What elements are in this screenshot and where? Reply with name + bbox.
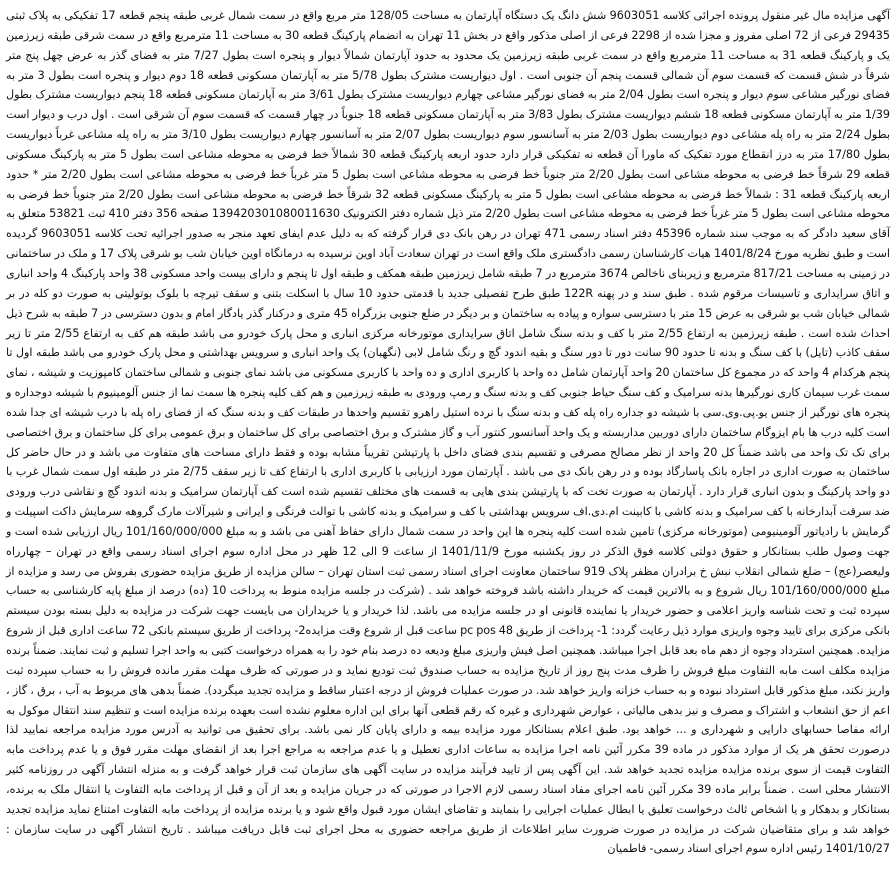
auction-notice-body: آگهی مزایده مال غیر منقول پرونده اجرائی کلاسه 9603051 شش دانگ یک دستگاه آپارتمان به مساحت 128/05 متر مربع واقع در سمت شمال غربی طبقه پنجم قطعه 17 تفکیکی به پلاک ثبتی 29435 فرعی از 72 اصلی مفروز و مجزا شده از 2298 فرعی از اصلی مذکور واقع در بخش 11 تهران به انضمام پارکینگ قطعه 30 به مساحت 11 مترمربع واقع در سمت شرقی طبقه زیرزمین یک و پارکینگ قطعه 31 به مساحت 11 مترمربع واقع در سمت غربی طبقه زیرزمین یک محدود به حدود آپارتمان شمالاً دیوار و پنجره است بطول 7/27 متر به فضای گذر به عرض چهل پنج متر شرقاً در شش قسمت که قسمت سوم آن شمالی قسمت پنجم آن جنوبی است . اول دیواریست مشترک بطول 5/78 متر به آپارتمان مسکونی قطعه 18 دوم دیوار و پنجره است بطول 3 متر به فضای نورگیر مشاعی سوم دیوار و پنجره است بطول 2/04 متر به فضای نورگیر مشاعی چهارم دیواریست مشترک بطول 3/61 متر به آپارتمان مسکونی قطعه 18 پنجم دیواریست مشترک بطول 1/39 متر به آپارتمان مسکونی قطعه 18 ششم دیواریست مشترک بطول 3/83 متر به آپارتمان مسکونی قطعه 18 جنوباً در چهار قسمت که قسمت سوم آن شرقی است . اول درب و دیوار است بطول 2/24 متر به راه پله مشاعی دوم دیواریست بطول 2/03 متر به آسانسور سوم دیواریست بطول 2/07 متر به آسانسور چهارم دیواریست بطول 3/10 متر به راه پله مشاعی غرباً دیواریست بطول 17/80 متر به درز انقطاع مورد تفکیک که ماورا آن قطعه نه تفکیکی قرار دارد حدود اربعه پارکینگ قطعه 30 شمالاً خط فرضی به محوطه مشاعی است بطول 5 متر به پارکینگ مسکونی قطعه 29 شرقاً خط فرضی به محوطه مشاعی است بطول 2/20 متر جنوباً خط فرضی به محوطه مشاعی است بطول 5 متر غرباً خط فرضی به محوطه مشاعی است بطول 2/20 متر * حدود اربعه پارکینگ قطعه 31 : شمالاً خط فرضی به محوطه مشاعی است بطول 5 متر به پارکینگ مسکونی قطعه 32 شرقاً خط فرضی به محوطه مشاعی است بطول 2/20 متر جنوباً خط فرضی به محوطه مشاعی است بطول 5 متر غرباً خط فرضی به محوطه مشاعی است بطول 2/20 متر ذیل شماره دفتر الکترونیک 139420301080011630 صفحه 356 دفتر 410 ثبت 53821 متعلق به آقای سعید دادگر که به موجب سند شماره 45396 دفتر اسناد رسمی 471 تهران در رهن بانک دی قرار گرفته که به دلیل عدم ایفای تعهد منجر به صدور اجرائیه تحت کلاسه 9603051 گردیده است و طبق نظریه مورخ 1401/8/24 هیات کارشناسان رسمی دادگستری ملک واقع است در تهران سعادت آباد اوین نرسیده به درمانگاه اوین خیابان شب بو شرقی پلاک 17 و ملک در ساختمانی در زمینی به مساحت 817/21 مترمربع و زیربنای ناخالص 3674 مترمربع در 7 طبقه شامل زیرزمین طبقه همکف و طبقه اول تا پنجم و دارای بیست واحد مسکونی 38 واحد پارکینگ 4 واحد انباری و اتاق سرایداری و تاسیسات مرقوم شده . طبق سند و در پهنه 122R طبق طرح تفصیلی جدید با قدمتی حدود 10 سال با اسکلت بتنی و سقف تیرچه با بلوک بوتولیتی به صورت دو کله در بر شمالی خیابان شب بو شرقی به عرض 15 متر با دسترسی سواره و پیاده به ساختمان و بر دیگر در ضلع جنوبی بزرگراه 45 متری و درکنار گذر یادگار امام و بدون دسترسی در 7 طبقه به شرح ذیل احداث شده است . طبقه زیرزمین به ارتفاع 2/55 متر با کف و بدنه سنگ شامل اتاق سرایداری موتورخانه مرکزی انباری و محل پارک خودرو می باشد طبقه هم کف به ارتفاع 2/55 متر تا زیر سقف کاذب (تایل) با کف سنگ و بدنه تا حدود 90 سانت دور تا دور سنگ و بقیه اندود گچ و رنگ شامل لابی (نگهبان) یک واحد انباری و سرویس بهداشتی و محل پارک خودرو می باشد طبقه اول تا پنجم هرکدام 4 واحد که در مجموع کل ساختمان 20 واحد آپارتمان شامل ده واحد با کاربری اداری و ده واحد با کاربری مسکونی می باشد نمای جنوبی و شمالی ساختمان کامپوزیت و شیشه ، نمای سمت غرب سیمان کاری نورگیرها بدنه سرامیک و کف سنگ حیاط جنوبی کف و بدنه سنگ و رمپ ورودی به طبقه زیرزمین و هم کف کلیه پنجره ها سمت نما از جنس آلومینیوم با شیشه دوجداره و پنجره های نورگیر از جنس یو.پی.وی.سی با شیشه دو جداره راه پله کف و بدنه سنگ با نرده استیل راهرو تقسیم واحدها در طبقات کف و بدنه سنگ که از فضای راه پله با درب شیشه ای جدا شده است کلیه درب ها بام ایزوگام ساختمان دارای دوربین مداربسته و یک واحد آسانسور کنتور آب و گاز مشترک و برق اختصاصی برای کل ساختمان و برق عمومی برای کل ساختمان و برق اختصاصی برای تک تک واحد می باشد ضمناً کل 20 واحد از نظر مصالح مصرفی و تقسیم بندی فضای داخل با پارتیشن تقریباً مشابه بوده و فقط دارای مساحت های متفاوت می باشد و در حال حاضر کل ساختمان به صورت اداری در اجاره بانک پاسارگاد بوده و در رهن بانک دی می باشد . آپارتمان مورد ارزیابی با کاربری اداری با ارتفاع کف تا زیر سقف 2/75 متر در طبقه اول سمت شمال غرب با دو واحد پارکینگ و بدون انباری قرار دارد . آپارتمان به صورت تخت که با پارتیشن بندی هایی به قسمت های مختلف تقسیم شده است کف آپارتمان سرامیک و بدنه اندود گچ و نقاشی درب ورودی ضد سرقت آبدارخانه با کف سرامیک و بدنه کاشی با کابینت ام.دی.اف سرویس بهداشتی با کف و سرامیک و بدنه کاشی با توالت فرنگی و ایرانی و شیرآلات مارک گروهه سرمایش داکت اسپیلت و گرمایش با رادیاتور آلومینیومی (موتورخانه مرکزی) تامین شده است کلیه پنجره ها این واحد در سمت شمال دارای حفاظ آهنی می باشد و به مبلغ 101/160/000/000 ریال ارزیابی شده است و جهت وصول طلب بستانکار و حقوق دولتی کلاسه فوق الذکر در روز یکشنبه مورخ 1401/11/9 از ساعت 9 الی 12 ظهر در محل اداره سوم اجرای اسناد رسمی واقع در تهران – چهارراه ولیعصر(عج) – ضلع شمالی انقلاب نبش خ برادران مظفر پلاک 919 ساختمان معاونت اجرای اسناد رسمی ثبت استان تهران – سالن مزایده از طریق مزایده حضوری بفروش می رسد و مزایده از مبلغ 101/160/000/000 ریال شروع و به بالاترین قیمت که خریدار داشته باشد فروخته خواهد شد . (شرکت در جلسه مزایده منوط به پرداخت 10 (ده) درصد از مبلغ پایه کارشناسی به حساب سپرده ثبت و تحت شناسه واریز اعلامی و حضور خریدار یا نماینده قانونی او در جلسه مزایده می باشد. لذا خریدار و یا خریداران می بایست جهت شرکت در مزایده به دلیل بسته بودن سیستم بانکی مرکزی برای تایید وجوه واریزی موارد ذیل رعایت گردد: 1- پرداخت از طریق pc pos 48 ساعت قبل از شروع وقت مزایده2- پرداخت از طریق سیستم بانکی 72 ساعت اداری قبل از شروع مزایده. همچنین استرداد وجوه از دهم ماه بعد قابل اجرا میباشد. همچنین اصل فیش واریزی مبلغ ودیعه ده درصد بنام خود را به همراه درخواست کتبی به واحد اجرا تسلیم و ثبت نمایند. ضمناً برنده مزایده مکلف است مابه التفاوت مبلغ فروش را ظرف مدت پنج روز از تاریخ مزایده به حساب صندوق ثبت تودیع نماید و در صورتی که ظرف مهلت مقرر مانده فروش را به حساب سپرده ثبت واریز نکند، مبلغ مذکور قابل استرداد نبوده و به حساب خزانه واریز خواهد شد. در صورت عملیات فروش از درجه اعتبار ساقط و مزایده تجدید میگردد). ضمناً بدهی های مربوط به آب ، برق ، گاز ، اعم از حق انشعاب و اشتراک و مصرف و نیز بدهی مالیاتی ، عوارض شهرداری و غیره که رقم قطعی آنها برای این اداره معلوم نشده است بعهده برنده مزایده است و تنظیم سند انتقال موکول به ارائه مفاصا حسابهای دارایی و شهرداری و ... خواهد بود. طبق اعلام بستانکار مورد مزایده بیمه و دارای پایان کار نمی باشد. برای تحقیق می توانید به آدرس مورد مزایده مراجعه نمایید لذا درصورت تحقق هر یک از موارد مذکور در ماده 39 مکرر آئین نامه اجرا مزایده به ساعات اداری تعطیل و یا عدم مراجعه به مراجع اجرا بعد از انقضای مهلت مقرر فوق و یا عدم پرداخت مابه التفاوت قیمت از سوی برنده مزایده مزایده تجدید خواهد شد. این آگهی پس از تایید فرآیند مزایده در سایت آگهی های سازمان ثبت قرار خواهد گرفت و به منزله انتشار آگهی در روزنامه کثیر الانتشار محلی است . ضمناً برابر ماده 39 مکرر آئین نامه اجرای مفاد اسناد رسمی لازم الاجرا در صورتی که در جریان مزایده و بعد از آن و قبل از پرداخت مابه التفاوت یا انتقال ملک به برنده، بستانکار و بدهکار و یا اشخاص ثالث درخواست تعلیق یا ابطال عملیات اجرایی را بنمایند و تقاضای ایشان مورد قبول واقع شود و یا برنده مزایده از پرداخت مابه التفاوت امتناع نماید مزایده تجدید خواهد شد و برای متقاضیان شرکت در مزایده در صورت ضرورت سایر اطلاعات از طریق مراجعه حضوری به محل اجرای ثبت قابل دریافت میباشد . تاریخ انتشار آگهی در سایت سازمان : 1401/10/27 رئیس اداره سوم اجرای اسناد رسمی- فاطمیان — [6, 9, 891, 856]
